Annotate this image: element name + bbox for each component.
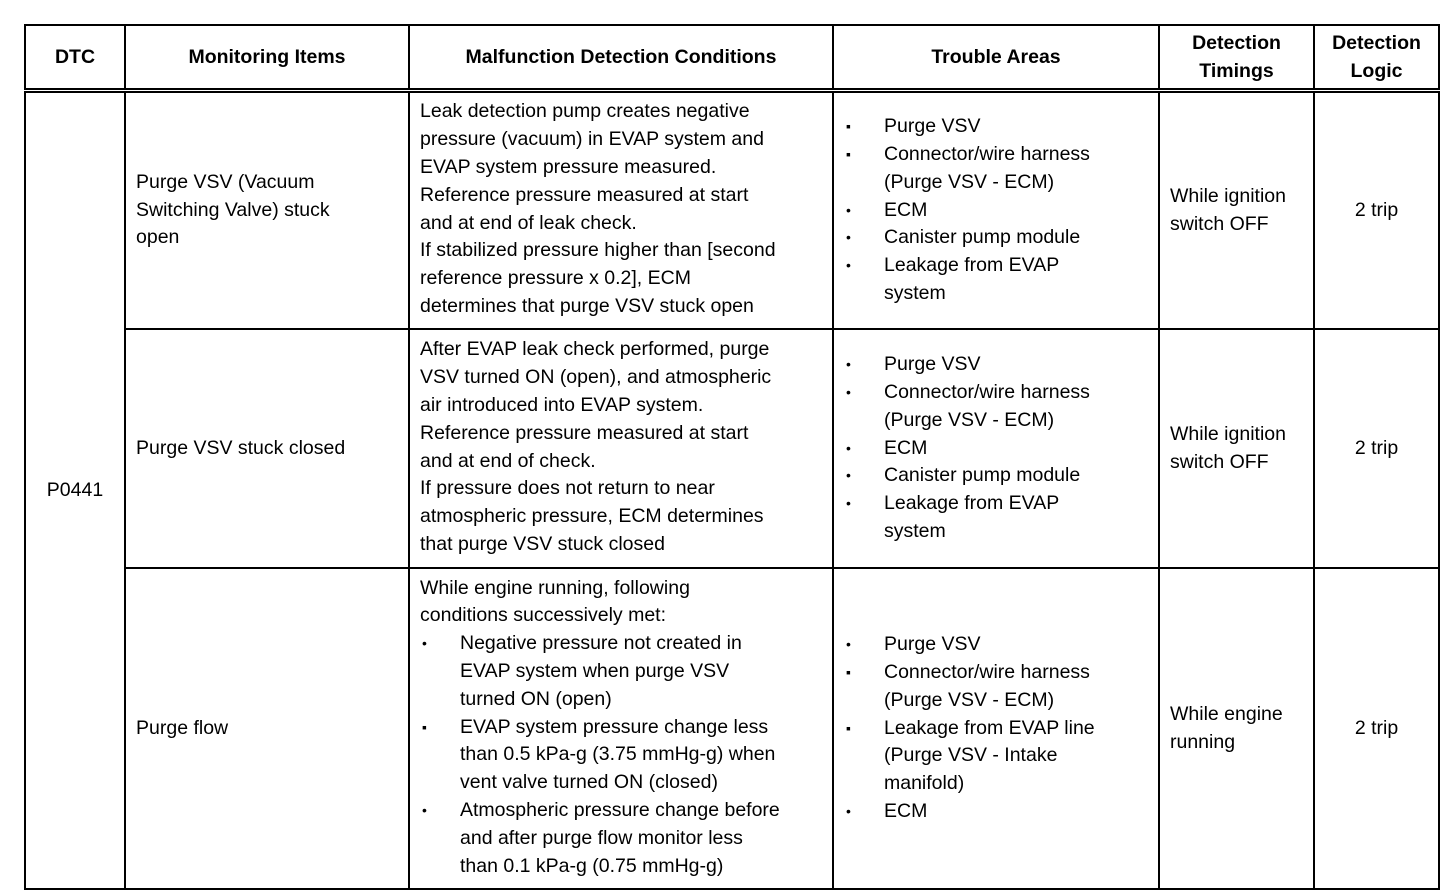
list-item: • Canister pump module xyxy=(844,462,1154,490)
header-dtc: DTC xyxy=(25,25,125,91)
bullet-icon: ▪ xyxy=(846,719,851,736)
list-item: • Purge VSV xyxy=(844,351,1154,379)
trouble-areas-cell xyxy=(833,568,1159,889)
header-detection-timings: Detection Timings xyxy=(1159,25,1314,91)
detection-timing-cell: While ignition switch OFF xyxy=(1159,91,1314,330)
list-item: • Leakage from EVAP system xyxy=(846,492,1060,542)
monitoring-item-cell: Purge VSV (Vacuum Switching Valve) stuck open xyxy=(125,91,409,330)
document-page xyxy=(24,24,1438,875)
detection-logic-cell: 2 trip xyxy=(1314,91,1439,330)
list-item: ▪ Connector/wire harness (Purge VSV - ECM) xyxy=(846,661,1090,711)
bullet-icon: • xyxy=(846,257,851,274)
detection-timing-cell: While ignition switch OFF xyxy=(1159,329,1314,568)
detection-logic-cell: 2 trip xyxy=(1314,568,1439,889)
list-item: ▪ Leakage from EVAP line (Purge VSV - Intake manifold) xyxy=(846,716,1095,795)
bullet-icon: • xyxy=(846,467,851,484)
header-detection-logic: Detection Logic xyxy=(1314,25,1439,91)
detection-timing-cell: While engine running xyxy=(1159,568,1314,889)
bullet-icon: • xyxy=(846,356,851,373)
monitoring-item-cell: Purge flow xyxy=(125,568,409,889)
table-row xyxy=(25,568,1439,889)
conditions-cell: After EVAP leak check performed, purge VSV turned ON (open), and atmospheric air introduced into EVAP system. Reference pressure measured at start and at end of check. If pressure does not return to near atmospheric pressure, ECM determines that purge VSV stuck closed xyxy=(409,329,833,568)
table-row xyxy=(25,329,1439,568)
detection-logic-cell: 2 trip xyxy=(1314,329,1439,568)
list-item: • Canister pump module xyxy=(844,224,1154,252)
header-conditions: Malfunction Detection Conditions xyxy=(409,25,833,91)
bullet-icon: ▪ xyxy=(846,146,851,162)
bullet-icon: • xyxy=(422,635,427,652)
list-item: ▪ Connector/wire harness (Purge VSV - ECM) xyxy=(846,143,1090,193)
bullet-icon: • xyxy=(846,201,851,218)
trouble-areas-cell xyxy=(833,91,1159,330)
bullet-icon: • xyxy=(846,229,851,246)
conditions-cell: While engine running, following conditions successively met: • Negative pressure not created in EVAP system when purge VSV turned ON (open) ▪ EVAP system pressure change less than 0.5 kPa-g (3.75 mmHg-g) when vent valve turned ON (closed) • Atmospheric pressure change before and after purge flow monitor less than 0.1 kPa-g (0.75 mmHg-g) xyxy=(409,568,833,889)
list-item: • Atmospheric pressure change before and after purge flow monitor less than 0.1 kPa-g (0.75 mmHg-g) xyxy=(422,798,780,877)
bullet-icon: • xyxy=(422,801,427,818)
list-item: • ECM xyxy=(844,798,1154,826)
header-trouble-areas: Trouble Areas xyxy=(833,25,1159,91)
header-row xyxy=(25,25,1439,91)
bullet-icon: • xyxy=(846,636,851,653)
trouble-areas-list xyxy=(844,113,1154,308)
monitoring-item-cell: Purge VSV stuck closed xyxy=(125,329,409,568)
trouble-areas-list xyxy=(844,631,1154,826)
bullet-icon: • xyxy=(846,802,851,819)
bullet-icon: ▪ xyxy=(846,664,851,680)
conditions-list xyxy=(420,630,828,880)
bullet-icon: ▪ xyxy=(422,718,427,735)
bullet-icon: • xyxy=(846,384,851,400)
header-monitoring-items: Monitoring Items xyxy=(125,25,409,91)
dtc-code-cell xyxy=(25,91,125,890)
list-item: ▪ Purge VSV xyxy=(844,113,1154,141)
list-item: • ECM xyxy=(844,197,1154,225)
conditions-cell: Leak detection pump creates negative pressure (vacuum) in EVAP system and EVAP system pressure measured. Reference pressure measured at start and at end of leak check. If stabilized pressure higher than [second reference pressure x 0.2], ECM determines that purge VSV stuck open xyxy=(409,91,833,330)
bullet-icon: • xyxy=(846,495,851,512)
list-item: • Leakage from EVAP system xyxy=(846,254,1060,304)
list-item: • Negative pressure not created in EVAP system when purge VSV turned ON (open) xyxy=(422,632,742,710)
list-item: • Connector/wire harness (Purge VSV - ECM) xyxy=(846,381,1090,431)
table-row xyxy=(25,91,1439,330)
list-item: • ECM xyxy=(844,435,1154,463)
dtc-code: P0441 xyxy=(46,478,104,501)
trouble-areas-cell xyxy=(833,329,1159,568)
dtc-table xyxy=(24,24,1440,890)
trouble-areas-list xyxy=(844,351,1154,546)
list-item: • Purge VSV xyxy=(844,631,1154,659)
bullet-icon: • xyxy=(846,439,851,456)
bullet-icon: ▪ xyxy=(846,118,851,135)
list-item: ▪ EVAP system pressure change less than 0.5 kPa-g (3.75 mmHg-g) when vent valve turned ON (closed) xyxy=(422,715,776,794)
